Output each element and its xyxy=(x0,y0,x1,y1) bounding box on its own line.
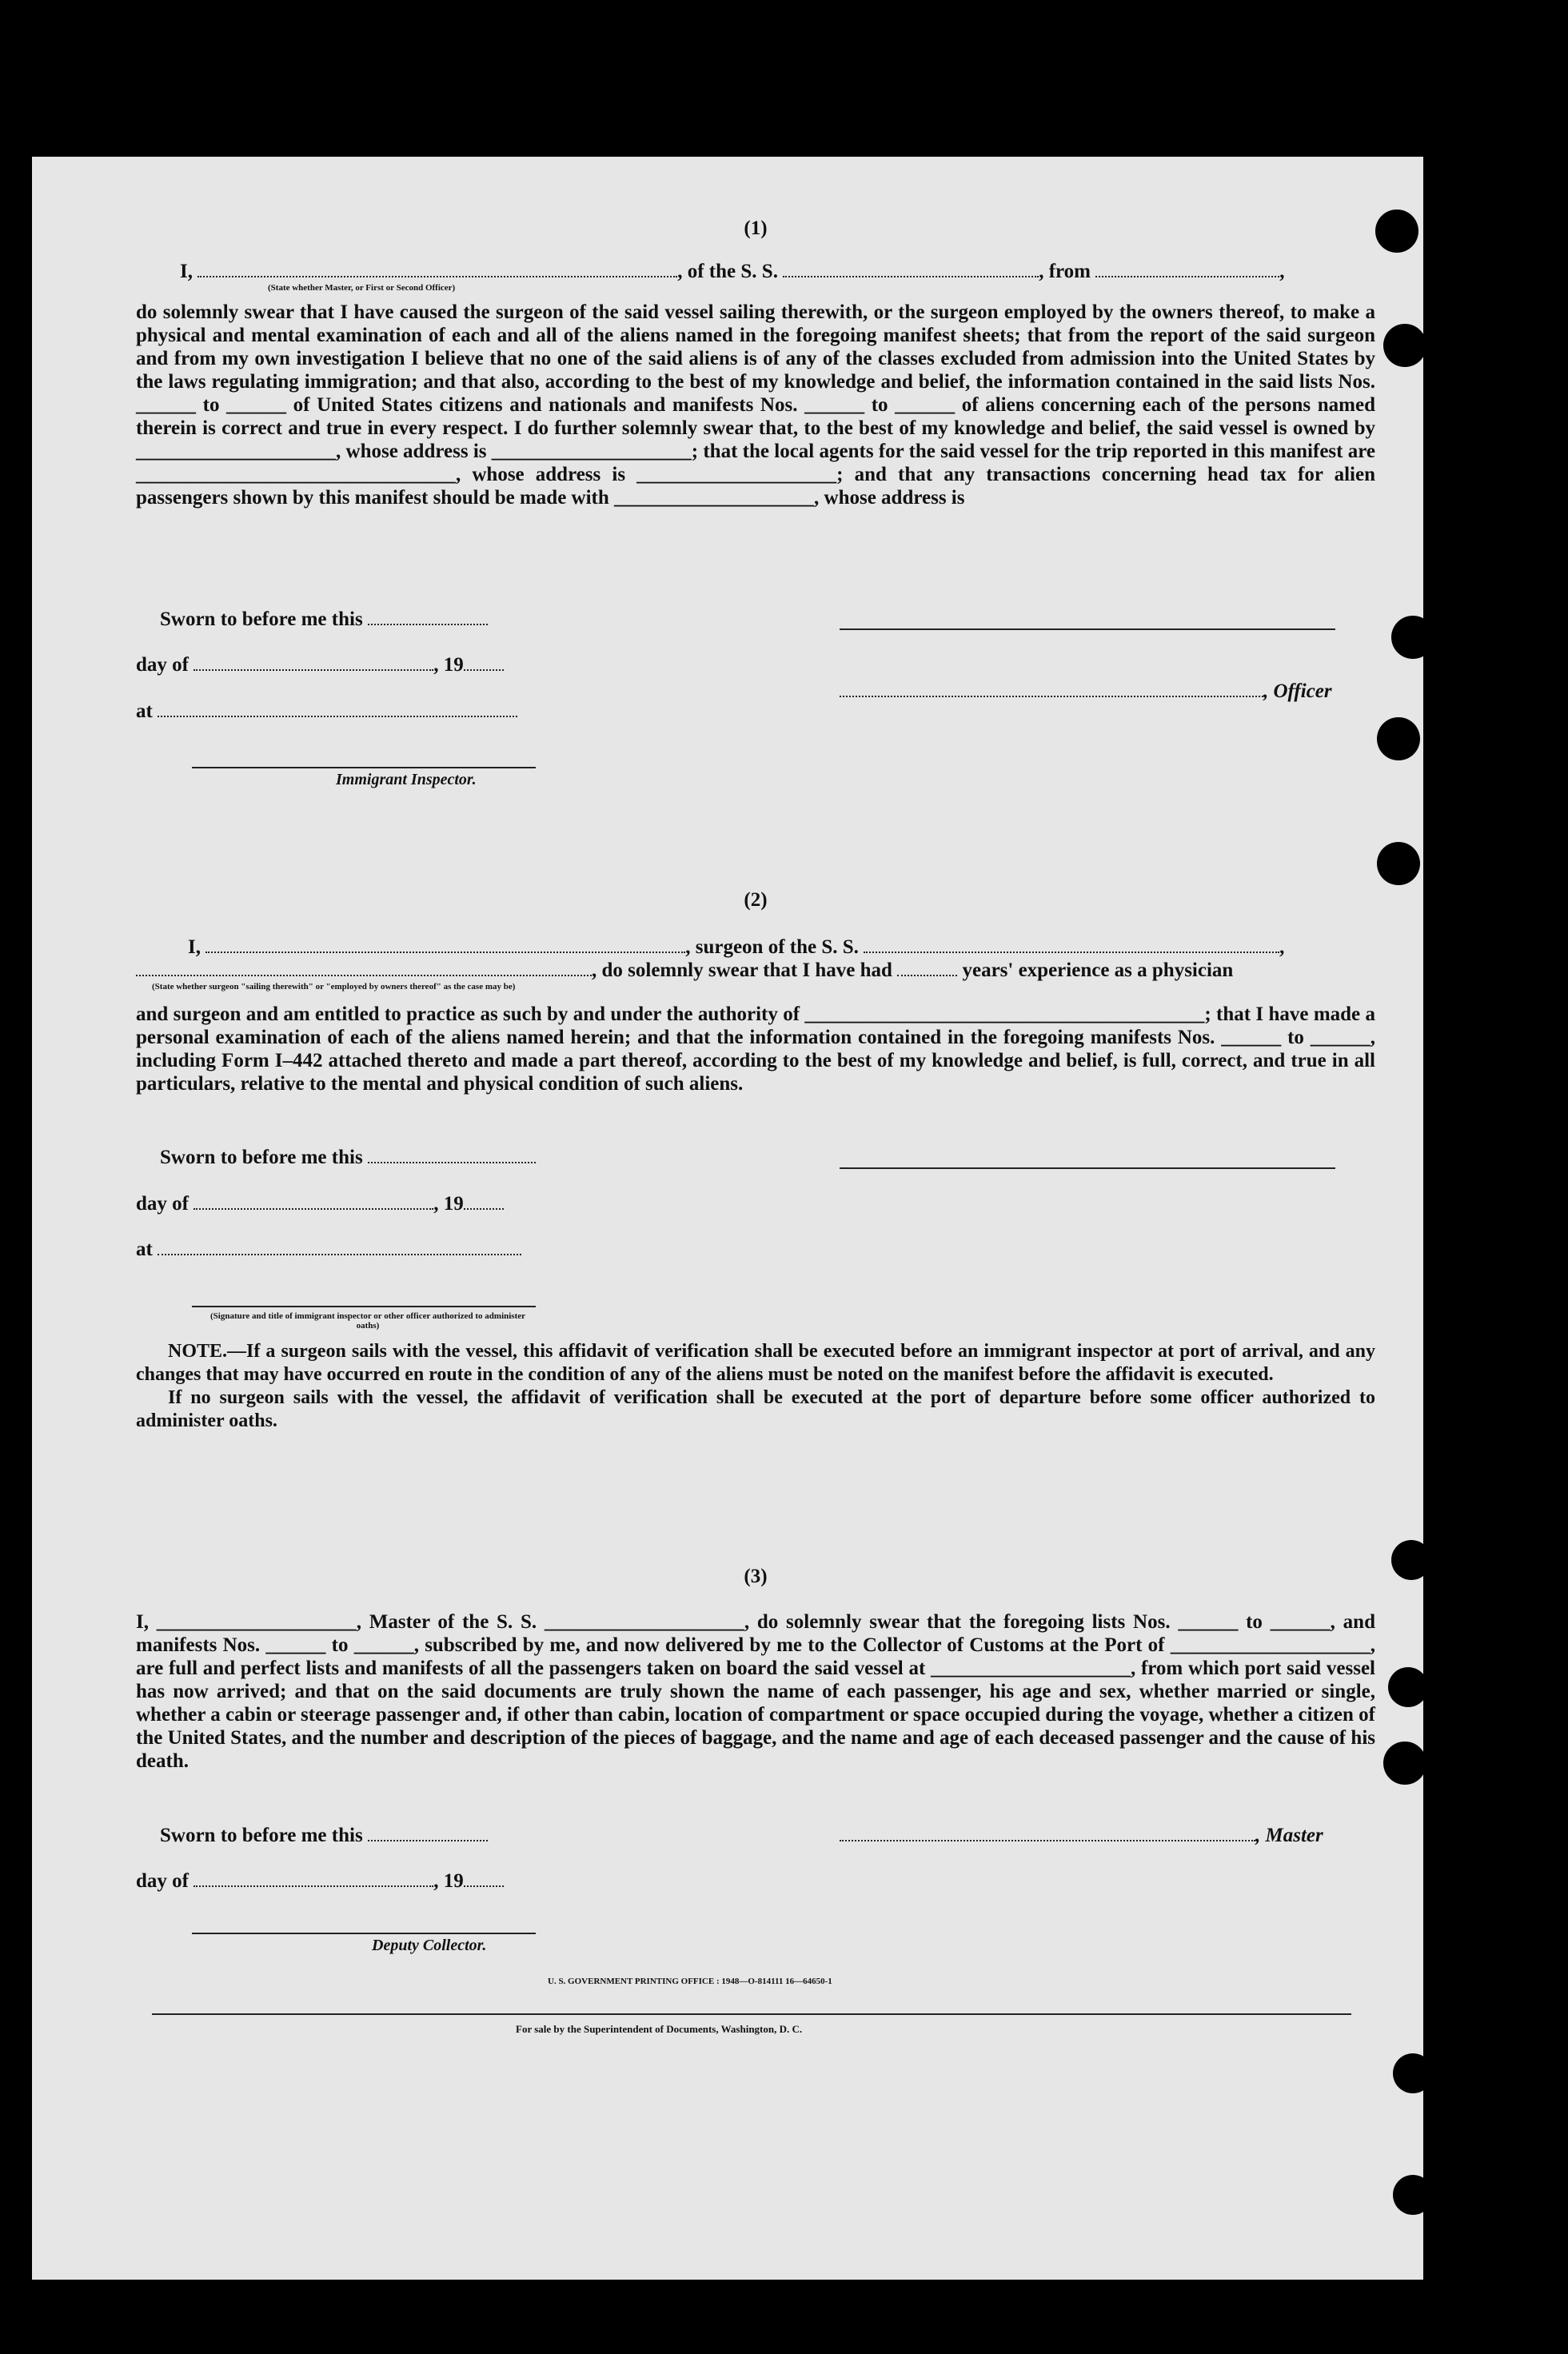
s1-at xyxy=(136,700,517,723)
section-3-number: (3) xyxy=(744,1566,768,1587)
binder-hole xyxy=(1391,1540,1431,1580)
s2-signature-line xyxy=(840,1167,1335,1169)
s1-officer xyxy=(840,680,1332,703)
s3-deputy-label: Deputy Collector. xyxy=(372,1937,487,1954)
printing-office-line: U. S. GOVERNMENT PRINTING OFFICE : 1948—O-814111 16—64650-1 xyxy=(548,1977,832,1986)
s1-signature-line xyxy=(840,628,1335,630)
s3-master xyxy=(840,1825,1323,1847)
s2-caption: (State whether surgeon "sailing therewith" or "employed by owners thereof" as the case may be) xyxy=(152,982,516,991)
s2-years-label: years' experience as a physician xyxy=(962,960,1234,981)
s1-of-ss-label: , of the S. S. xyxy=(677,261,778,282)
section-2-number: (2) xyxy=(744,889,768,911)
s1-day xyxy=(136,654,504,676)
s2-swear-label: , do solemnly swear that I have had xyxy=(592,960,892,981)
binder-hole xyxy=(1377,842,1420,885)
s2-line2 xyxy=(136,960,1233,982)
s2-at-label: at xyxy=(136,1239,153,1260)
binder-hole xyxy=(1377,717,1420,760)
s2-year-label: , 19 xyxy=(433,1193,464,1215)
binder-hole xyxy=(1393,2053,1433,2093)
sale-line: For sale by the Superintendent of Documents, Washington, D. C. xyxy=(516,2023,803,2035)
s2-body: and surgeon and am entitled to practice as such by and under the authority of ________________________________________; that I have made a personal examination of each of the aliens named herein; and that the information contained in the foregoing manifests Nos. ______ to ______, including Form I–442 attached thereto and made a part thereof, according to the best of my knowledge and belief, is full, correct, and true in all particulars, relative to the mental and physical condition of such aliens. xyxy=(136,1003,1375,1095)
s2-signature-rule xyxy=(192,1306,536,1307)
section-1-number: (1) xyxy=(744,217,768,239)
s1-day-label: day of xyxy=(136,654,189,676)
binder-hole xyxy=(1375,209,1418,253)
s2-note xyxy=(136,1340,1375,1433)
section-2 xyxy=(136,889,1375,912)
s1-i-label: I, xyxy=(180,261,193,282)
s3-year-label: , 19 xyxy=(433,1870,464,1892)
footer-rule xyxy=(152,2013,1351,2015)
form-page xyxy=(32,157,1423,2280)
s2-day xyxy=(136,1193,504,1215)
section-3 xyxy=(136,1566,1375,1588)
s2-line1: I, , surgeon of the S. S. , xyxy=(188,936,1285,958)
s2-day-label: day of xyxy=(136,1193,189,1215)
s1-body: do solemnly swear that I have caused the surgeon of the said vessel sailing therewith, or the surgeon employed by the owners thereof, to make a physical and mental examination of each and all of the aliens named in the foregoing manifest sheets; that from the report of the said surgeon and from my own investigation I believe that no one of the said aliens is of any of the classes excluded from admission into the United States by the laws regulating immigration; and that also, according to the best of my knowledge and belief, the information contained in the said lists Nos. ______ to ______ of United States citizens and nationals and manifests Nos. ______ to ______ of aliens concerning each of the persons named therein is correct and true in every respect. I do further solemnly swear that, to the best of my knowledge and belief, the said vessel is owned by ____________________, whose address is ____________________; that the local agents for the said vessel for the trip reported in this manifest are ________________________________, whose address is ____________________; and that any transactions concerning head tax for alien passengers shown by this manifest should be made with ____________________, whose address is xyxy=(136,301,1375,509)
s1-from-label: , from xyxy=(1039,261,1091,282)
binder-hole xyxy=(1391,616,1434,659)
s1-officer-label: , Officer xyxy=(1263,680,1332,702)
s2-i-label: I, xyxy=(188,936,201,958)
s2-signature-caption: (Signature and title of immigrant inspector or other officer authorized to administer oaths) xyxy=(209,1311,526,1331)
s3-sworn xyxy=(160,1825,488,1847)
section-1 xyxy=(136,217,1375,240)
binder-hole xyxy=(1383,324,1426,367)
s2-at xyxy=(136,1239,521,1261)
binder-hole xyxy=(1388,1667,1428,1707)
s3-master-label: , Master xyxy=(1255,1825,1323,1846)
s3-sworn-label: Sworn to before me this xyxy=(160,1825,363,1846)
s1-at-label: at xyxy=(136,700,153,722)
s3-day xyxy=(136,1870,504,1893)
binder-hole xyxy=(1393,2175,1433,2215)
s2-surgeon-of-label: , surgeon of the S. S. xyxy=(685,936,859,958)
s1-sworn-label: Sworn to before me this xyxy=(160,608,363,630)
s2-note2-text: If no surgeon sails with the vessel, the affidavit of verification shall be executed at the port of departure before some officer authorized to administer oaths. xyxy=(136,1387,1375,1431)
s3-deputy-line xyxy=(192,1933,536,1934)
s1-sworn xyxy=(160,608,488,631)
s1-inspector-line xyxy=(192,767,536,768)
s3-body: I, ____________________, Master of the S. S. ____________________, do solemnly swear that the foregoing lists Nos. ______ to ______, and manifests Nos. ______ to ______, subscribed by me, and now delivered by me to the Collector of Customs at the Port of ____________________, are full and perfect lists and manifests of all the passengers taken on board the said vessel at ____________________, from which port said vessel has now arrived; and that on the said documents are truly shown the name of each passenger, his age and sex, whether married or single, whether a cabin or steerage passenger and, if other than cabin, location of compartment or space occupied during the voyage, whether a citizen of the United States, and the number and description of the pieces of baggage, and the name and age of each deceased passenger and the cause of his death. xyxy=(136,1611,1375,1772)
s1-inspector-label: Immigrant Inspector. xyxy=(336,771,477,788)
s2-sworn xyxy=(160,1147,536,1169)
s2-sworn-label: Sworn to before me this xyxy=(160,1147,363,1168)
binder-hole xyxy=(1383,1742,1426,1785)
s1-line1: I, , of the S. S. , from , xyxy=(180,261,1285,282)
s1-year-label: , 19 xyxy=(433,654,464,676)
s3-day-label: day of xyxy=(136,1870,189,1892)
s2-note-text: NOTE.—If a surgeon sails with the vessel, this affidavit of verification shall be executed before an immigrant inspector at port of arrival, and any changes that may have occurred en route in the condition of any of the aliens must be noted on the manifest before the affidavit is executed. xyxy=(136,1341,1375,1385)
s1-officer-caption: (State whether Master, or First or Second Officer) xyxy=(268,283,456,293)
